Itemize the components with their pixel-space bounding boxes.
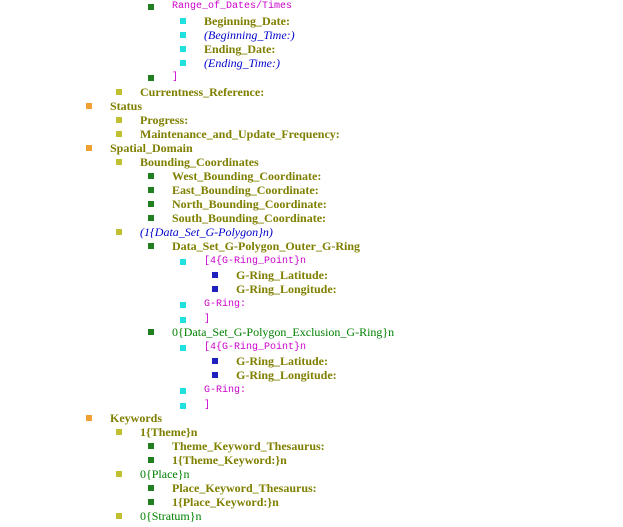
bullet-icon: [180, 46, 186, 52]
outline-text: (1{Data_Set_G-Polygon}n): [140, 225, 273, 239]
bullet-icon: [116, 131, 122, 137]
outline-line: [0, 509, 623, 523]
outline-line: [0, 467, 623, 481]
outline-text: Maintenance_and_Update_Frequency:: [140, 127, 340, 141]
bullet-icon: [86, 103, 92, 109]
bullet-icon: [180, 32, 186, 38]
outline-text: Bounding_Coordinates: [140, 155, 259, 169]
outline-text: (Ending_Time:): [204, 56, 280, 70]
outline-text: [4{G-Ring_Point}n: [204, 256, 307, 267]
outline-line: [0, 85, 623, 99]
bullet-icon: [212, 358, 218, 364]
outline-text: ]: [204, 314, 211, 325]
outline-text: 1{Theme}n: [140, 425, 198, 439]
outline-line: [0, 127, 623, 141]
outline-line: [0, 141, 623, 155]
outline-line: [0, 282, 623, 296]
outline-line: [0, 197, 623, 211]
outline-line: [0, 183, 623, 197]
bullet-icon: [148, 457, 154, 463]
bullet-icon: [148, 75, 154, 81]
bullet-icon: [148, 499, 154, 505]
bullet-icon: [148, 329, 154, 335]
outline-line: [0, 0, 623, 14]
bullet-icon: [116, 117, 122, 123]
outline-text: ]: [204, 400, 211, 411]
bullet-icon: [180, 18, 186, 24]
outline-line: [0, 425, 623, 439]
outline-line: [0, 439, 623, 453]
outline-text: 0{Place}n: [140, 467, 190, 481]
outline-text: North_Bounding_Coordinate:: [172, 197, 327, 211]
outline-line: [0, 99, 623, 113]
outline-text: 0{Stratum}n: [140, 509, 202, 523]
outline-line: [0, 298, 623, 312]
outline-line: [0, 384, 623, 398]
outline-line: [0, 113, 623, 127]
outline-line: [0, 354, 623, 368]
outline-text: 1{Theme_Keyword:}n: [172, 453, 287, 467]
bullet-icon: [116, 471, 122, 477]
outline-text: Status: [110, 99, 143, 113]
outline-text: G-Ring_Longitude:: [236, 282, 337, 296]
bullet-icon: [180, 302, 186, 308]
outline-line: [0, 42, 623, 56]
outline-text: G-Ring:: [204, 385, 247, 396]
bullet-icon: [180, 60, 186, 66]
outline-text: West_Bounding_Coordinate:: [172, 169, 322, 183]
outline-text: Keywords: [110, 411, 162, 425]
outline-text: Beginning_Date:: [204, 14, 291, 28]
outline-text: G-Ring:: [204, 299, 247, 310]
bullet-icon: [148, 443, 154, 449]
outline-text: Place_Keyword_Thesaurus:: [172, 481, 317, 495]
bullet-icon: [116, 89, 122, 95]
outline-line: [0, 239, 623, 253]
bullet-icon: [148, 215, 154, 221]
bullet-icon: [212, 286, 218, 292]
outline-text: Theme_Keyword_Thesaurus:: [172, 439, 325, 453]
outline-text: G-Ring_Longitude:: [236, 368, 337, 382]
outline-text: ]: [172, 72, 179, 83]
bullet-icon: [148, 4, 154, 10]
bullet-icon: [180, 317, 186, 323]
outline-text: Data_Set_G-Polygon_Outer_G-Ring: [172, 239, 360, 253]
outline-line: [0, 495, 623, 509]
bullet-icon: [180, 403, 186, 409]
bullet-icon: [212, 272, 218, 278]
outline-text: 0{Data_Set_G-Polygon_Exclusion_G-Ring}n: [172, 325, 395, 339]
outline-text: G-Ring_Latitude:: [236, 354, 329, 368]
bullet-icon: [116, 229, 122, 235]
bullet-icon: [86, 145, 92, 151]
outline-line: [0, 481, 623, 495]
outline-line: [0, 255, 623, 269]
outline-text: Spatial_Domain: [110, 141, 193, 155]
bullet-icon: [180, 259, 186, 265]
outline-line: [0, 341, 623, 355]
outline-text: East_Bounding_Coordinate:: [172, 183, 319, 197]
outline-line: [0, 411, 623, 425]
outline-line: [0, 325, 623, 339]
outline-line: [0, 211, 623, 225]
outline-line: [0, 71, 623, 85]
bullet-icon: [86, 415, 92, 421]
bullet-icon: [116, 159, 122, 165]
outline-text: G-Ring_Latitude:: [236, 268, 329, 282]
outline-line: [0, 56, 623, 70]
outline-text: (Beginning_Time:): [204, 28, 295, 42]
bullet-icon: [180, 345, 186, 351]
outline-text: Range_of_Dates/Times: [172, 1, 293, 12]
outline-text: Currentness_Reference:: [140, 85, 265, 99]
outline-line: [0, 28, 623, 42]
outline-text: [4{G-Ring_Point}n: [204, 342, 307, 353]
outline-line: [0, 368, 623, 382]
bullet-icon: [116, 429, 122, 435]
outline-line: [0, 268, 623, 282]
bullet-icon: [148, 173, 154, 179]
outline-line: [0, 14, 623, 28]
outline-text: South_Bounding_Coordinate:: [172, 211, 327, 225]
outline-text: Ending_Date:: [204, 42, 276, 56]
bullet-icon: [148, 243, 154, 249]
outline-line: [0, 169, 623, 183]
bullet-icon: [148, 201, 154, 207]
bullet-icon: [116, 513, 122, 519]
bullet-icon: [212, 372, 218, 378]
bullet-icon: [180, 388, 186, 394]
outline-line: [0, 155, 623, 169]
outline-line: [0, 225, 623, 239]
bullet-icon: [148, 187, 154, 193]
outline-text: Progress:: [140, 113, 189, 127]
outline-line: [0, 453, 623, 467]
bullet-icon: [148, 485, 154, 491]
outline-text: 1{Place_Keyword:}n: [172, 495, 279, 509]
